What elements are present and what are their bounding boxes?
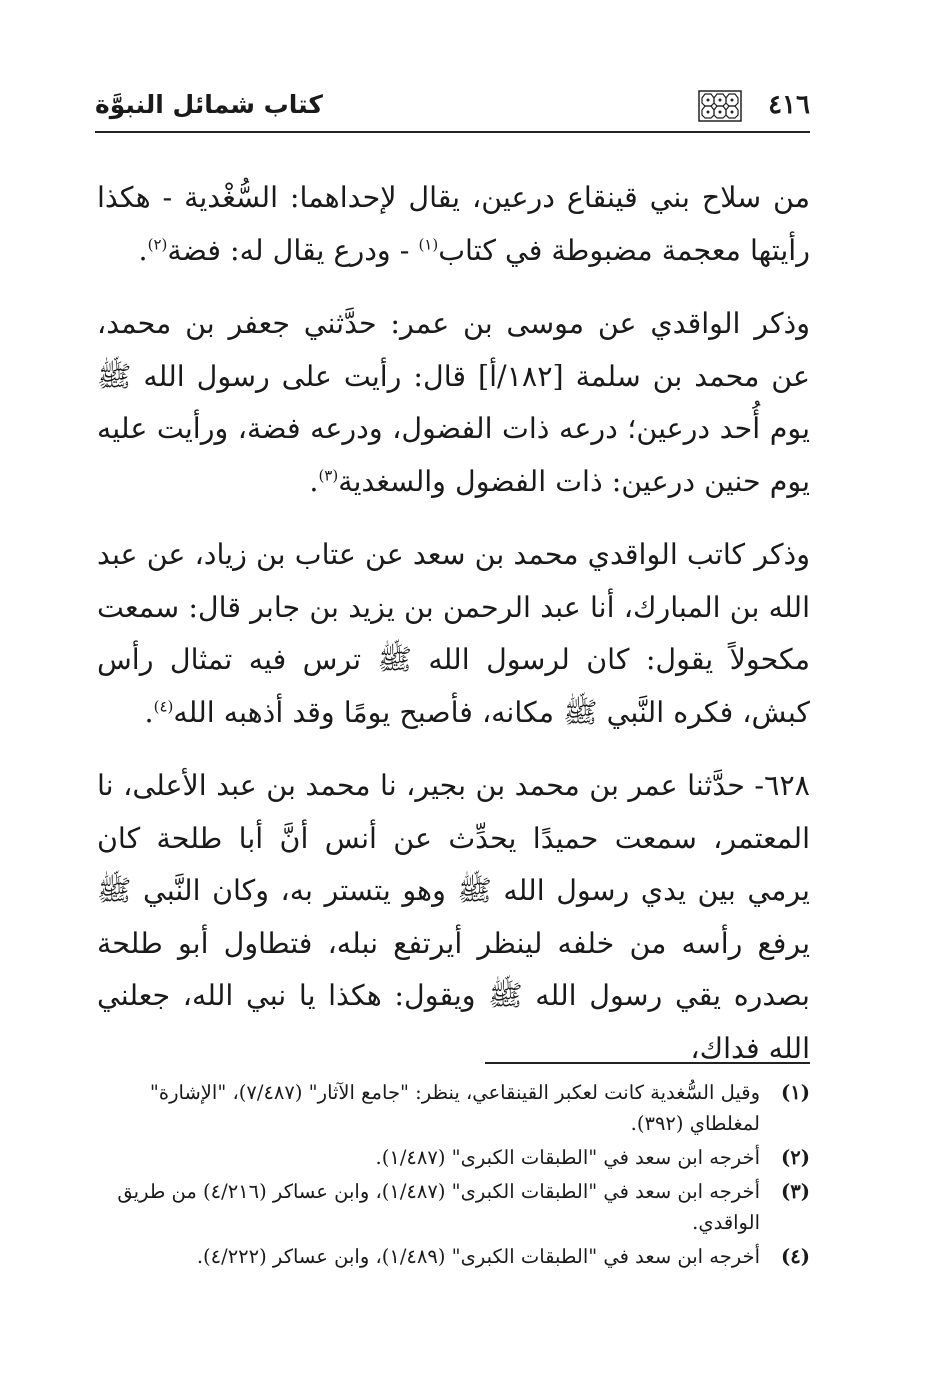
footnote-4: [97, 1241, 810, 1272]
paragraph-text: .: [138, 233, 148, 267]
paragraph-text: - ودرع يقال له: فضة: [167, 233, 419, 267]
paragraph-text: وذكر كاتب الواقدي محمد بن سعد عن عتاب بن زياد، عن عبد الله بن المبارك، أنا عبد الرحمن بن يزيد بن جابر قال: سمعت مكحولاً يقول: كان لرسول الله ﷺ ترس فيه تمثال رأس كبش، فكره النَّبي ﷺ مكانه، فأصبح يومًا وقد أذهبه الله: [97, 538, 810, 729]
footnote-number: (٣): [781, 1180, 810, 1203]
footnote-text: وقيل السُّغدية كانت لعكبر القينقاعي، ينظر: "جامع الآثار" (٧/٤٨٧)، "الإشارة" لمغلطاي (٣٩٢).: [149, 1081, 760, 1135]
footnote-text: أخرجه ابن سعد في "الطبقات الكبرى" (١/٤٨٩)، وابن عساكر (٤/٢٢٢).: [196, 1245, 760, 1268]
paragraph-text: وذكر الواقدي عن موسى بن عمر: حدَّثني جعفر بن محمد، عن محمد بن سلمة [١٨٢/أ] قال: رأيت على رسول الله ﷺ يوم أُحد درعين؛ درعه ذات الفضول، ودرعه فضة، ورأيت عليه يوم حنين درعين: ذات الفضول والسغدية: [97, 307, 810, 498]
paragraph-3: [97, 529, 810, 739]
footnote-text: أخرجه ابن سعد في "الطبقات الكبرى" (١/٤٨٧).: [375, 1146, 760, 1169]
paragraph-text: .: [309, 464, 319, 498]
footnote-number: (٢): [781, 1146, 810, 1169]
footnote-1: [97, 1077, 810, 1139]
header-divider: [95, 131, 810, 133]
footnote-divider: [485, 1062, 810, 1064]
paragraph-2: [97, 298, 810, 508]
paragraph-4: [97, 760, 810, 1075]
page-number: ٤١٦: [768, 90, 810, 120]
paragraph-text: ٦٢٨- حدَّثنا عمر بن محمد بن بجير، نا محمد بن عبد الأعلى، نا المعتمر، سمعت حميدًا يحدِّث عن أنس أنَّ أبا طلحة كان يرمي بين يدي رسول الله ﷺ وهو يتستر به، وكان النَّبي ﷺ يرفع رأسه من خلفه لينظر أيرتفع نبله، فتطاول أبو طلحة بصدره يقي رسول الله ﷺ ويقول: هكذا يا نبي الله، جعلني الله فداك،: [97, 769, 810, 1065]
footnote-number: (٤): [781, 1245, 810, 1268]
book-title: كتاب شمائل النبوَّة: [95, 90, 323, 119]
paragraph-1: [97, 172, 810, 277]
footnote-number: (١): [781, 1081, 810, 1104]
octagonal-ornament-icon: [698, 90, 742, 122]
footnote-text: أخرجه ابن سعد في "الطبقات الكبرى" (١/٤٨٧)، وابن عساكر (٤/٢١٦) من طريق الواقدي.: [117, 1180, 760, 1234]
footnotes: [97, 1077, 810, 1275]
footnote-2: [97, 1142, 810, 1173]
paragraph-text: .: [144, 695, 154, 729]
footnote-3: [97, 1176, 810, 1238]
main-text: [97, 172, 810, 1096]
footnote-ref-1: (١): [418, 235, 439, 253]
paragraph-text: من سلاح بني قينقاع درعين، يقال لإحداهما: السُّغْدية - هكذا رأيتها معجمة مضبوطة في كتاب: [97, 181, 810, 267]
footnote-ref-2: (٢): [147, 235, 168, 253]
footnote-ref-3: (٣): [318, 466, 339, 484]
footnote-ref-4: (٤): [153, 697, 174, 715]
page-header: [95, 88, 810, 128]
